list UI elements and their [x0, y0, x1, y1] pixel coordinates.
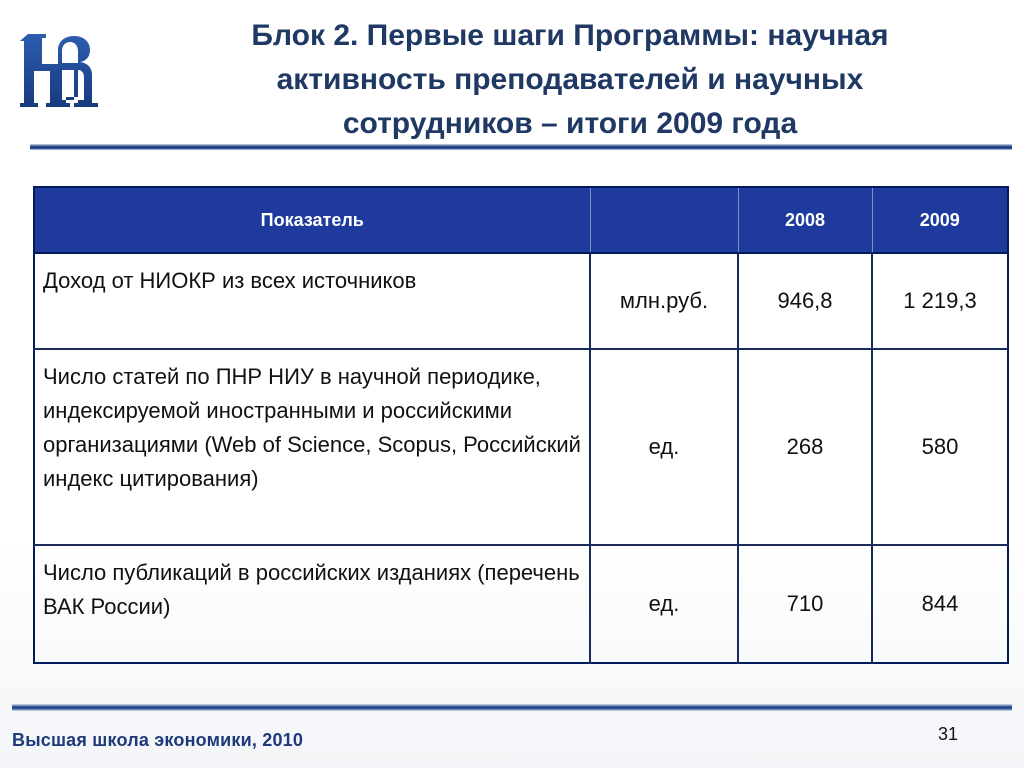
- table-row: [34, 545, 1008, 663]
- indicators-table: [33, 186, 1009, 664]
- unit-cell: ед.: [590, 349, 738, 545]
- value-2008-cell: 710: [738, 545, 872, 663]
- unit-cell: ед.: [590, 545, 738, 663]
- value-2008-cell: 946,8: [738, 253, 872, 349]
- title-line-2: активность преподавателей и научных: [276, 63, 864, 96]
- indicator-cell: Число публикаций в российских изданиях (перечень ВАК России): [34, 545, 590, 663]
- page-number: 31: [938, 724, 959, 744]
- indicator-cell: Доход от НИОКР из всех источников: [34, 253, 590, 349]
- table-header-row: [34, 187, 1008, 253]
- header-2009: 2009: [872, 187, 1008, 253]
- header-indicator: Показатель: [34, 187, 590, 253]
- slide-title: [140, 14, 1000, 146]
- title-divider: [30, 144, 1012, 150]
- indicator-cell: Число статей по ПНР НИУ в научной периодике, индексируемой иностранными и российскими организациями (Web of Science, Scopus, Российский индекс цитирования): [34, 349, 590, 545]
- unit-cell: млн.руб.: [590, 253, 738, 349]
- footer-divider: [12, 704, 1012, 711]
- table-row: [34, 253, 1008, 349]
- footer-text: Высшая школа экономики, 2010: [12, 730, 304, 750]
- value-2009-cell: 1 219,3: [872, 253, 1008, 349]
- value-2009-cell: 844: [921, 591, 959, 616]
- header-unit: [590, 187, 738, 253]
- value-2008-cell: 268: [738, 349, 872, 545]
- hse-logo-icon: [20, 24, 102, 128]
- title-line-3: сотрудников – итоги 2009 года: [342, 107, 798, 140]
- value-2009-cell: 580: [872, 349, 1008, 545]
- title-line-1: Блок 2. Первые шаги Программы: научная: [251, 19, 889, 52]
- header-2008: 2008: [738, 187, 872, 253]
- table-row: [34, 349, 1008, 545]
